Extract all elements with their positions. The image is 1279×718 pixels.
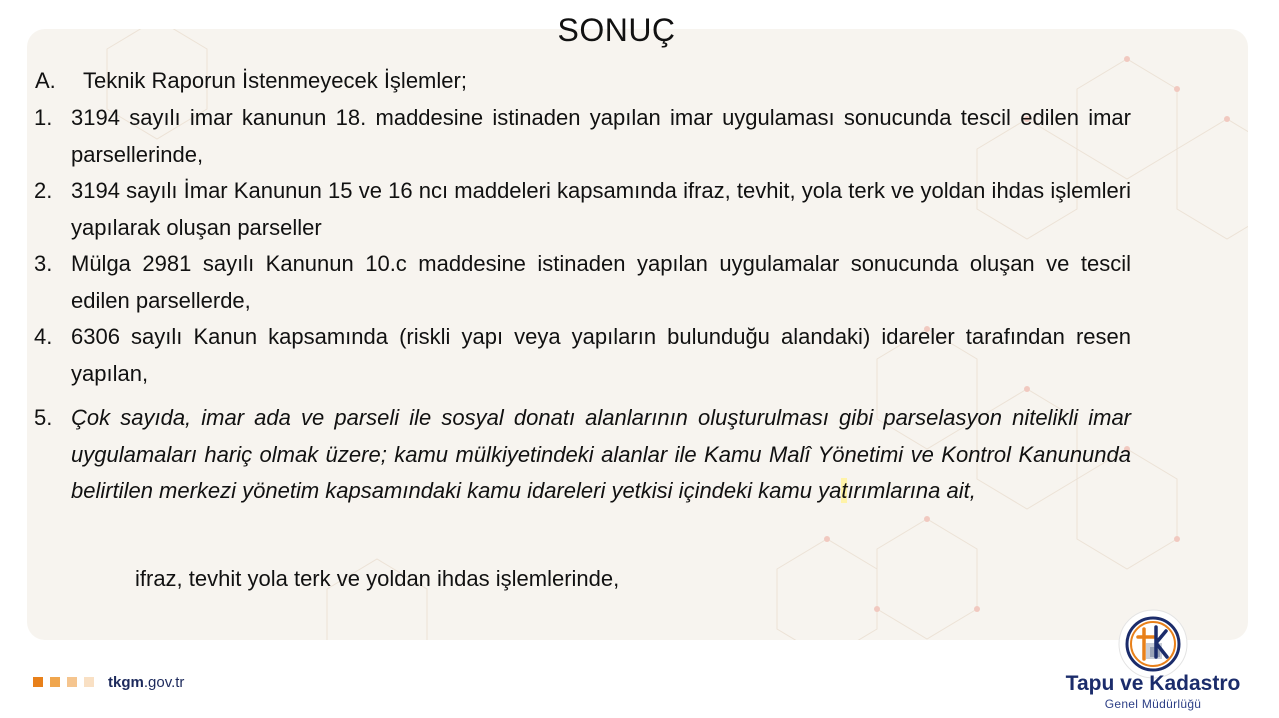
- list-item-number: 4.: [34, 324, 53, 349]
- section-letter: A.: [35, 68, 56, 93]
- brand-name: Tapu ve Kadastro: [1065, 672, 1241, 695]
- list-item-text-part: Çok sayıda, imar ada ve parseli ile sosyal donatı alanlarının oluşturulması gibi parselasyon nitelikli imar uygulamaları hariç olmak üzere; kamu mülkiyetindeki alanlar ile Kamu Malî Yönetimi ve Kontrol Kanununda belirtilen merkezi yönetim kapsamındaki kamu idareleri yetkisi içindeki kamu ya: [71, 405, 1131, 503]
- list-item-text: [71, 405, 1131, 503]
- list-item-number: 2.: [34, 178, 53, 203]
- website-link[interactable]: [108, 674, 184, 691]
- list-item-text: 3194 sayılı imar kanunun 18. maddesine istinaden yapılan imar uygulaması sonucunda tescil edilen imar parsellerinde,: [71, 105, 1131, 167]
- section-heading: [35, 68, 467, 94]
- list-item: [34, 173, 1131, 246]
- website-link-rest: .gov.tr: [143, 673, 185, 691]
- list-item: [34, 246, 1131, 319]
- footer-square-icon: [50, 677, 60, 687]
- section-heading-suffix: ;: [460, 68, 467, 93]
- tkgm-logo-icon: [1116, 607, 1190, 681]
- list-item-text: 3194 sayılı İmar Kanunun 15 ve 16 ncı maddeleri kapsamında ifraz, tevhit, yola terk ve yoldan ihdas işlemleri yapılarak oluşan parseller: [71, 178, 1131, 240]
- footer-square-icon: [67, 677, 77, 687]
- sub-line: ifraz, tevhit yola terk ve yoldan ihdas işlemlerinde,: [135, 566, 620, 591]
- website-link-bold: tkgm: [108, 673, 144, 691]
- brand-subtitle: Genel Müdürlüğü: [1104, 697, 1202, 711]
- list-item-text: 6306 sayılı Kanun kapsamında (riskli yapı veya yapıların bulunduğu alandaki) idareler tarafından resen yapılan,: [71, 324, 1131, 386]
- list-item: [34, 100, 1131, 173]
- slide-title: SONUÇ: [557, 12, 676, 48]
- list-item-number: 1.: [34, 105, 53, 130]
- footer-square-icon: [33, 677, 43, 687]
- list-item: [34, 400, 1131, 510]
- numbered-list: [34, 100, 1131, 510]
- section-heading-text: Teknik Raporun İstenmeyecek İşlemler: [83, 68, 461, 93]
- highlighted-character: t: [841, 478, 848, 503]
- list-item: [34, 319, 1131, 392]
- list-item-text-part: ırımlarına ait,: [847, 478, 976, 503]
- list-item-number: 5.: [34, 405, 53, 430]
- list-item-number: 3.: [34, 251, 53, 276]
- footer: [33, 672, 184, 692]
- footer-square-icon: [84, 677, 94, 687]
- list-item-text: Mülga 2981 sayılı Kanunun 10.c maddesine istinaden yapılan uygulamalar sonucunda oluşan ve tescil edilen parsellerde,: [71, 251, 1131, 313]
